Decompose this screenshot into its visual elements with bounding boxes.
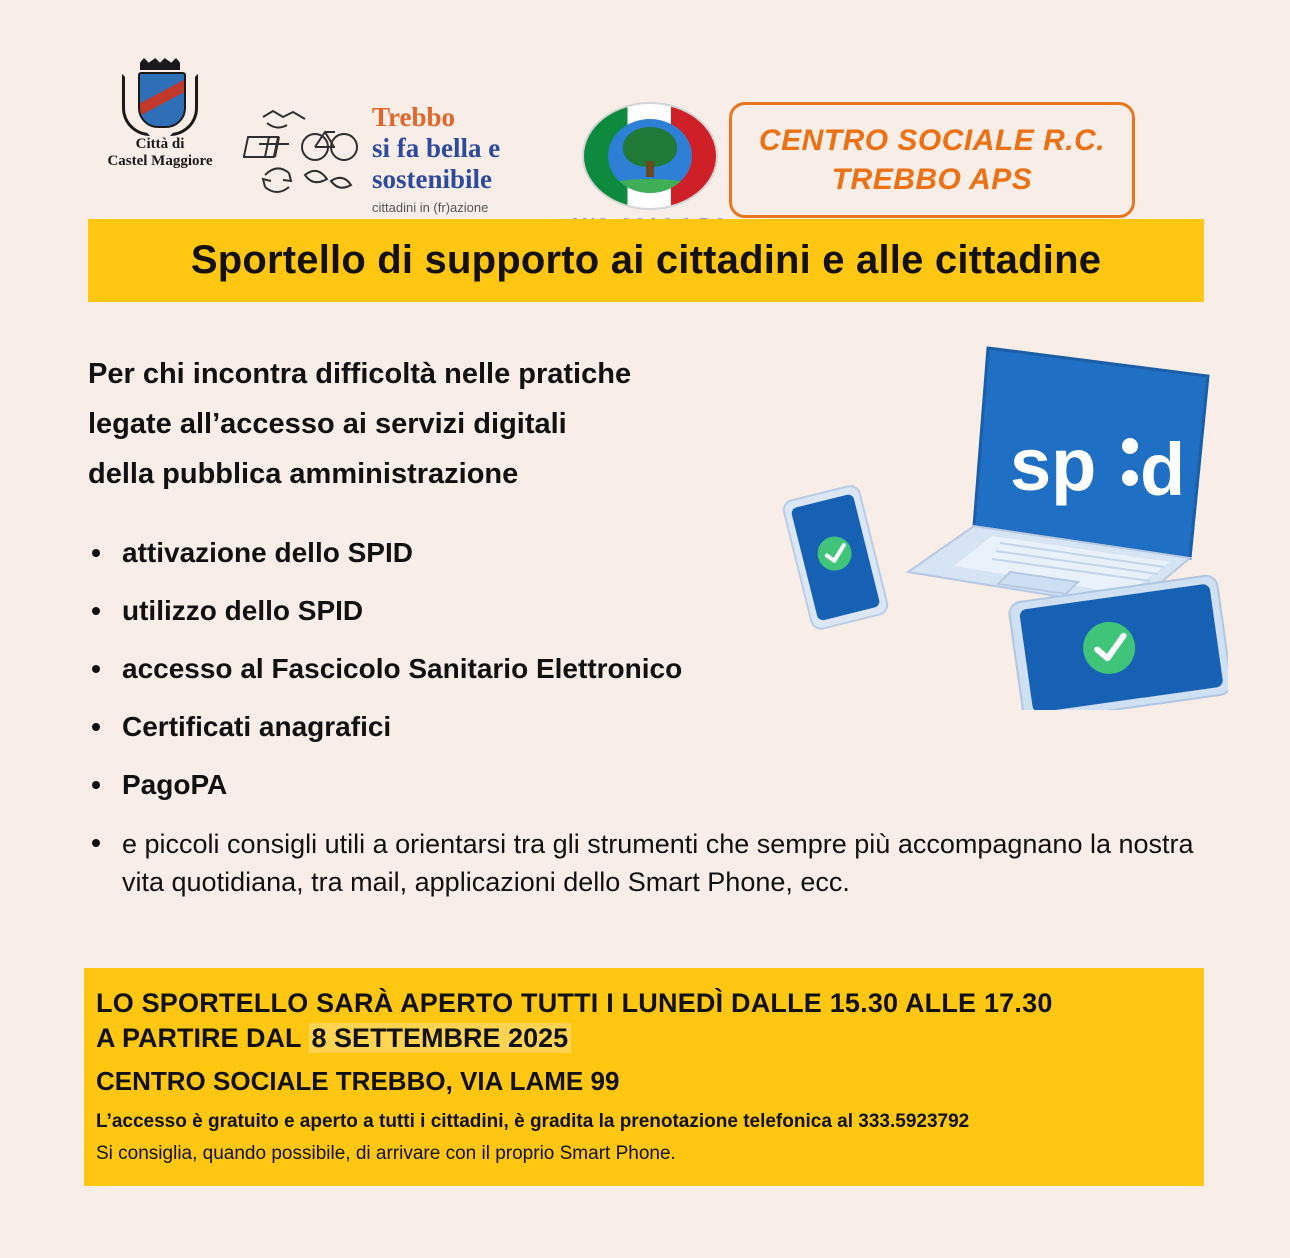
ancescao-logo: [560, 102, 740, 238]
crest-label: [95, 136, 225, 171]
castel-maggiore-logo: [95, 58, 225, 171]
list-item: [86, 825, 1206, 902]
list-item-label: Certificati anagrafici: [122, 711, 392, 742]
list-item-label: utilizzo dello SPID: [122, 595, 364, 626]
intro-paragraph: [88, 350, 848, 500]
intro-line-3: della pubblica amministrazione: [88, 457, 519, 490]
trebbo-line2: si fa bella e: [372, 132, 501, 163]
ancescao-tree-logo-icon: [582, 102, 718, 210]
list-item: [86, 593, 1206, 628]
list-item-label: accesso al Fascicolo Sanitario Elettronico: [122, 653, 683, 684]
start-date-value: 8 SETTEMBRE 2025: [309, 1023, 572, 1053]
page-title: Sportello di supporto ai cittadini e alle cittadine: [190, 238, 1102, 282]
address-line: CENTRO SOCIALE TREBBO, VIA LAME 99: [96, 1066, 620, 1097]
list-item: [86, 709, 1206, 744]
opening-hours-line: LO SPORTELLO SARÀ APERTO TUTTI I LUNEDÌ DALLE 15.30 ALLE 17.30: [96, 988, 1053, 1018]
centro-sociale-line2: TREBBO APS: [831, 163, 1033, 196]
sustainability-cluster-icon: [243, 95, 361, 200]
start-date-line: [96, 1021, 1190, 1056]
trebbo-line3: sostenibile: [372, 163, 493, 194]
intro-line-2: legate all’accesso ai servizi digitali: [88, 407, 567, 440]
title-banner: [88, 219, 1204, 302]
list-item-label: e piccoli consigli utili a orientarsi tra gli strumenti che sempre più accompagnano la nostra vita quotidiana, tra mail, applicazioni dello Smart Phone, ecc.: [122, 829, 1194, 898]
list-item-label: attivazione dello SPID: [122, 537, 413, 568]
ancescao-inner-circle: [608, 119, 692, 193]
centro-sociale-badge: [729, 102, 1135, 218]
service-list: [86, 535, 1206, 902]
crown-icon: [140, 58, 180, 70]
logo-header: [0, 40, 1290, 216]
shield-icon: [138, 72, 186, 128]
list-item-label: PagoPA: [122, 769, 228, 800]
castel-maggiore-crest-icon: [132, 58, 188, 130]
ground-icon: [608, 179, 692, 193]
advice-line: Si consiglia, quando possibile, di arrivare con il proprio Smart Phone.: [96, 1142, 676, 1164]
tree-trunk-icon: [646, 161, 654, 177]
list-item: [86, 651, 1206, 686]
svg-text:sp: sp: [1010, 423, 1097, 506]
trebbo-subtitle: cittadini in (fr)azione: [372, 200, 489, 216]
crest-label-line2: Castel Maggiore: [107, 153, 213, 170]
start-date-prefix: A PARTIRE DAL: [96, 1022, 302, 1053]
schedule-banner: [84, 968, 1204, 1186]
list-item: [86, 535, 1206, 570]
list-item: [86, 767, 1206, 802]
svg-text:d: d: [1140, 428, 1186, 511]
trebbo-wordmark: [372, 102, 562, 215]
booking-info-line: L’accesso è gratuito e aperto a tutti i cittadini, è gradita la prenotazione telefonica al 333.5923792: [96, 1110, 970, 1132]
crest-label-line1: Città di: [135, 136, 185, 152]
trebbo-line1: Trebbo: [372, 102, 456, 132]
centro-sociale-line1: CENTRO SOCIALE R.C.: [758, 124, 1106, 157]
intro-line-1: Per chi incontra difficoltà nelle pratiche: [88, 358, 632, 390]
